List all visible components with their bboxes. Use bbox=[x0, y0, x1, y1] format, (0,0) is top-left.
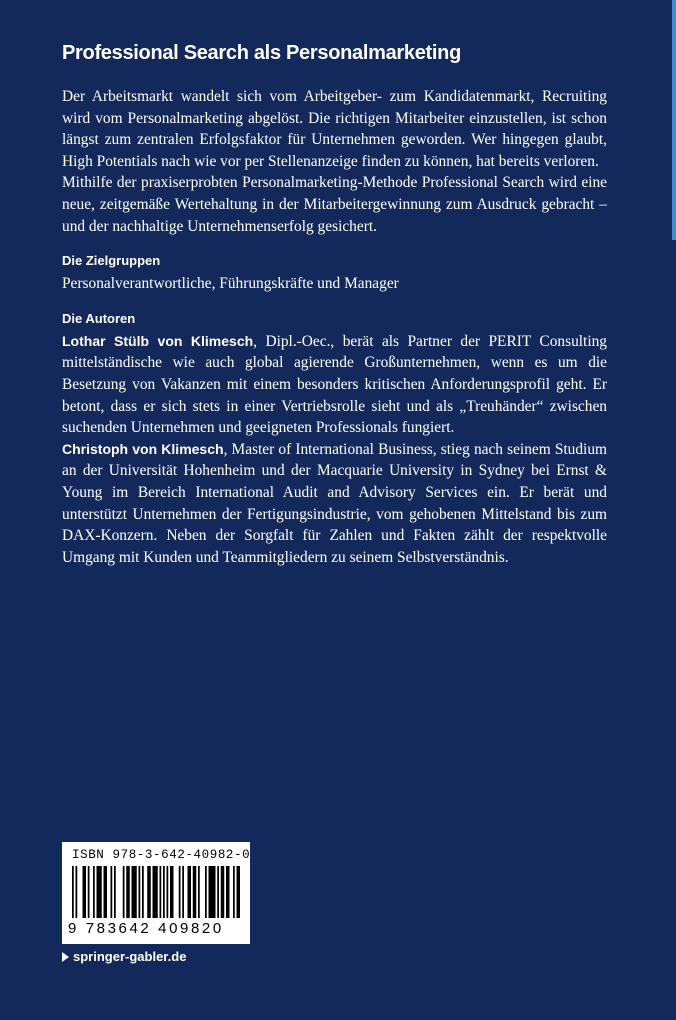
arrow-right-icon bbox=[62, 952, 69, 962]
publisher-link-text[interactable]: springer-gabler.de bbox=[73, 949, 187, 964]
barcode-bar bbox=[126, 866, 130, 918]
barcode-bar bbox=[114, 866, 116, 918]
ean-digits: 9 783642 409820 bbox=[68, 920, 224, 937]
barcode-bar bbox=[179, 866, 181, 918]
barcode-bar bbox=[170, 866, 174, 918]
author-bio-1 bbox=[62, 331, 607, 439]
barcode-bar bbox=[132, 866, 137, 918]
barcode-bar bbox=[233, 866, 235, 918]
barcode-bar bbox=[147, 866, 151, 918]
isbn-barcode bbox=[62, 842, 250, 944]
autoren-heading: Die Autoren bbox=[62, 310, 136, 326]
accent-bar bbox=[672, 0, 676, 240]
barcode-bar bbox=[153, 866, 158, 918]
barcode-bar bbox=[123, 866, 125, 918]
barcode-bar bbox=[160, 866, 162, 918]
barcode-bar bbox=[167, 866, 169, 918]
intro-paragraph-1: Der Arbeitsmarkt wandelt sich vom Arbeitgeber- zum Kandidatenmarkt, Recruiting wird vom Personalmarketing abgelöst. Die richtigen Mitarbeiter einzustellen, ist schon längst zum zentralen Erfolgsfaktor für Unternehmen geworden. Wer hingegen glaubt, High Potentials nach wie vor per Stellenanzeige finden zu können, hat bereits verloren. bbox=[62, 88, 607, 170]
barcode-bar bbox=[83, 866, 87, 918]
author-name-1: Lothar Stülb von Klimesch bbox=[62, 332, 254, 349]
page-title: Professional Search als Personalmarketing bbox=[62, 42, 461, 64]
zielgruppen-heading: Die Zielgruppen bbox=[62, 253, 161, 269]
isbn-label: ISBN 978-3-642-40982-0 bbox=[72, 848, 251, 862]
author-bio-2 bbox=[62, 439, 607, 569]
barcode-bar bbox=[104, 866, 108, 918]
barcode-bar bbox=[226, 866, 230, 918]
zielgruppen-text: Personalverantwortliche, Führungskräfte und Manager bbox=[62, 275, 399, 293]
barcode-bar bbox=[88, 866, 90, 918]
barcode-bar bbox=[72, 866, 74, 918]
barcode-bar bbox=[97, 866, 102, 918]
barcode-bar bbox=[205, 866, 207, 918]
publisher-link[interactable] bbox=[62, 949, 186, 964]
barcode-bar bbox=[93, 866, 95, 918]
barcode-bar bbox=[217, 866, 219, 918]
barcode-bar bbox=[193, 866, 197, 918]
barcode-bar bbox=[221, 866, 225, 918]
barcode-bar bbox=[163, 866, 165, 918]
barcode-bar bbox=[198, 866, 200, 918]
barcode-bar bbox=[209, 866, 216, 918]
barcode-bars bbox=[72, 866, 240, 924]
author-name-2: Christoph von Klimesch bbox=[62, 440, 224, 457]
barcode-bar bbox=[237, 866, 241, 918]
barcode-bar bbox=[139, 866, 141, 918]
author-text-1: , Dipl.-Oec., berät als Partner der PERIT Consulting mittelständische wie auch global agierende Großunternehmen, wenn es um die Besetzung von Vakanzen mit einem besonders kritischen Anforderungsprofil geht. Er betont, dass er sich stets in einer Vertriebsrolle sieht und als „Treuhänder“ zwischen suchenden Unternehmen und geeigneten Professionals fungiert. bbox=[62, 332, 607, 437]
intro-paragraph-2: Mithilfe der praxiserprobten Personalmarketing-Methode Professional Search wird eine neue, zeitgemäße Wertehaltung in der Mitarbeitergewinnung zum Ausdruck gebracht – und der nachhaltige Unternehmenserfolg gesichert. bbox=[62, 174, 607, 235]
barcode-bar bbox=[182, 866, 184, 918]
back-cover-text bbox=[62, 40, 607, 568]
author-text-2: , Master of International Business, stieg nach seinem Studium an der Universität Hohenheim und der Macquarie University in Sydney bei Ernst & Young im Bereich International Audit and Advisory Services ein. Er berät und unterstützt Unternehmen der Fertigungsindustrie, vom gehobenen Mittelstand bis zum DAX-Konzern. Neben der Sorgfalt für Zahlen und Fakten zählt der respektvolle Umgang mit Kunden und Teammitgliedern zu seinem Selbstverständnis. bbox=[62, 440, 607, 566]
barcode-bar bbox=[111, 866, 113, 918]
barcode-bar bbox=[188, 866, 192, 918]
barcode-bar bbox=[76, 866, 78, 918]
barcode-bar bbox=[142, 866, 144, 918]
